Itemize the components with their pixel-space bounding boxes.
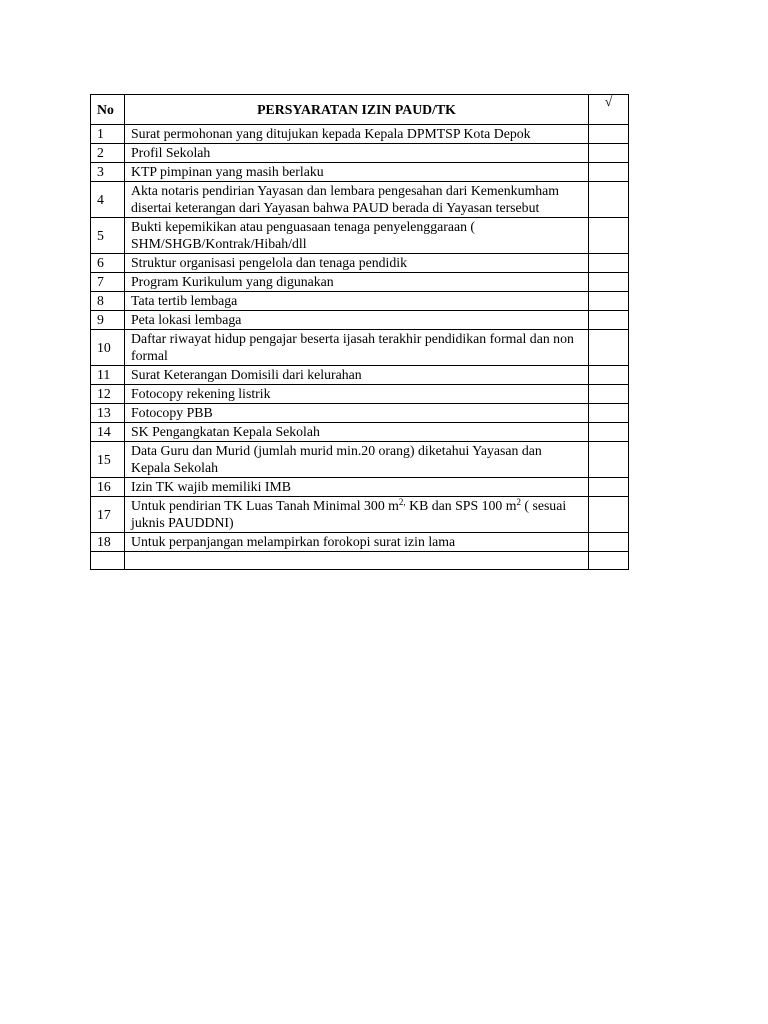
table-row bbox=[91, 311, 629, 330]
empty-cell bbox=[125, 552, 589, 570]
row-number: 8 bbox=[91, 292, 125, 311]
row-check-cell[interactable] bbox=[589, 218, 629, 254]
row-text: Bukti kepemikikan atau penguasaan tenaga penyelenggaraan ( SHM/SHGB/Kontrak/Hibah/dll bbox=[125, 218, 589, 254]
row-text: Surat permohonan yang ditujukan kepada Kepala DPMTSP Kota Depok bbox=[125, 125, 589, 144]
row-check-cell[interactable] bbox=[589, 497, 629, 533]
row-text: Daftar riwayat hidup pengajar beserta ijasah terakhir pendidikan formal dan non formal bbox=[125, 330, 589, 366]
row-text-part: KB dan SPS 100 m bbox=[405, 498, 517, 513]
table-row bbox=[91, 478, 629, 497]
header-title: PERSYARATAN IZIN PAUD/TK bbox=[125, 95, 589, 125]
row-check-cell[interactable] bbox=[589, 330, 629, 366]
row-number: 11 bbox=[91, 366, 125, 385]
table-row bbox=[91, 330, 629, 366]
row-check-cell[interactable] bbox=[589, 404, 629, 423]
empty-cell bbox=[589, 552, 629, 570]
requirements-table bbox=[90, 94, 629, 570]
row-text-part: Untuk pendirian TK Luas Tanah Minimal 300 m bbox=[131, 498, 399, 513]
table-row bbox=[91, 182, 629, 218]
row-number: 18 bbox=[91, 533, 125, 552]
table-row bbox=[91, 163, 629, 182]
row-check-cell[interactable] bbox=[589, 366, 629, 385]
row-number: 16 bbox=[91, 478, 125, 497]
row-text: Profil Sekolah bbox=[125, 144, 589, 163]
row-text: Peta lokasi lembaga bbox=[125, 311, 589, 330]
row-check-cell[interactable] bbox=[589, 478, 629, 497]
row-number: 4 bbox=[91, 182, 125, 218]
row-text bbox=[125, 497, 589, 533]
row-text-part: ( sesuai juknis PAUDDNI) bbox=[131, 498, 567, 530]
table-row bbox=[91, 385, 629, 404]
row-check-cell[interactable] bbox=[589, 533, 629, 552]
row-text: SK Pengangkatan Kepala Sekolah bbox=[125, 423, 589, 442]
row-number: 3 bbox=[91, 163, 125, 182]
table-row bbox=[91, 404, 629, 423]
table-row bbox=[91, 218, 629, 254]
empty-cell bbox=[91, 552, 125, 570]
row-check-cell[interactable] bbox=[589, 423, 629, 442]
table-row bbox=[91, 292, 629, 311]
row-check-cell[interactable] bbox=[589, 385, 629, 404]
table-row bbox=[91, 423, 629, 442]
header-no: No bbox=[91, 95, 125, 125]
row-text: Untuk perpanjangan melampirkan forokopi surat izin lama bbox=[125, 533, 589, 552]
table-row bbox=[91, 442, 629, 478]
header-check-mark: √ bbox=[589, 95, 629, 125]
row-text: Struktur organisasi pengelola dan tenaga pendidik bbox=[125, 254, 589, 273]
table-row bbox=[91, 273, 629, 292]
table-row bbox=[91, 144, 629, 163]
row-text: Data Guru dan Murid (jumlah murid min.20 orang) diketahui Yayasan dan Kepala Sekolah bbox=[125, 442, 589, 478]
row-number: 14 bbox=[91, 423, 125, 442]
table-row bbox=[91, 497, 629, 533]
row-text: Fotocopy rekening listrik bbox=[125, 385, 589, 404]
row-number: 7 bbox=[91, 273, 125, 292]
row-check-cell[interactable] bbox=[589, 254, 629, 273]
table-row bbox=[91, 533, 629, 552]
row-check-cell[interactable] bbox=[589, 125, 629, 144]
row-check-cell[interactable] bbox=[589, 182, 629, 218]
superscript: 2 bbox=[516, 497, 521, 507]
row-number: 12 bbox=[91, 385, 125, 404]
superscript: 2, bbox=[398, 497, 406, 507]
row-text: Surat Keterangan Domisili dari kelurahan bbox=[125, 366, 589, 385]
table-row bbox=[91, 366, 629, 385]
row-check-cell[interactable] bbox=[589, 311, 629, 330]
row-check-cell[interactable] bbox=[589, 273, 629, 292]
row-check-cell[interactable] bbox=[589, 292, 629, 311]
row-number: 10 bbox=[91, 330, 125, 366]
row-text: Tata tertib lembaga bbox=[125, 292, 589, 311]
row-check-cell[interactable] bbox=[589, 163, 629, 182]
row-number: 6 bbox=[91, 254, 125, 273]
row-number: 13 bbox=[91, 404, 125, 423]
row-text: Izin TK wajib memiliki IMB bbox=[125, 478, 589, 497]
row-text: Akta notaris pendirian Yayasan dan lembara pengesahan dari Kemenkumham disertai keterangan dari Yayasan bahwa PAUD berada di Yayasan tersebut bbox=[125, 182, 589, 218]
row-text: Fotocopy PBB bbox=[125, 404, 589, 423]
row-text: KTP pimpinan yang masih berlaku bbox=[125, 163, 589, 182]
table-row bbox=[91, 254, 629, 273]
row-check-cell[interactable] bbox=[589, 144, 629, 163]
row-number: 9 bbox=[91, 311, 125, 330]
row-check-cell[interactable] bbox=[589, 442, 629, 478]
table-row bbox=[91, 125, 629, 144]
row-number: 15 bbox=[91, 442, 125, 478]
table-header-row bbox=[91, 95, 629, 125]
row-number: 17 bbox=[91, 497, 125, 533]
row-text: Program Kurikulum yang digunakan bbox=[125, 273, 589, 292]
row-number: 5 bbox=[91, 218, 125, 254]
table-row-empty bbox=[91, 552, 629, 570]
row-number: 2 bbox=[91, 144, 125, 163]
row-number: 1 bbox=[91, 125, 125, 144]
